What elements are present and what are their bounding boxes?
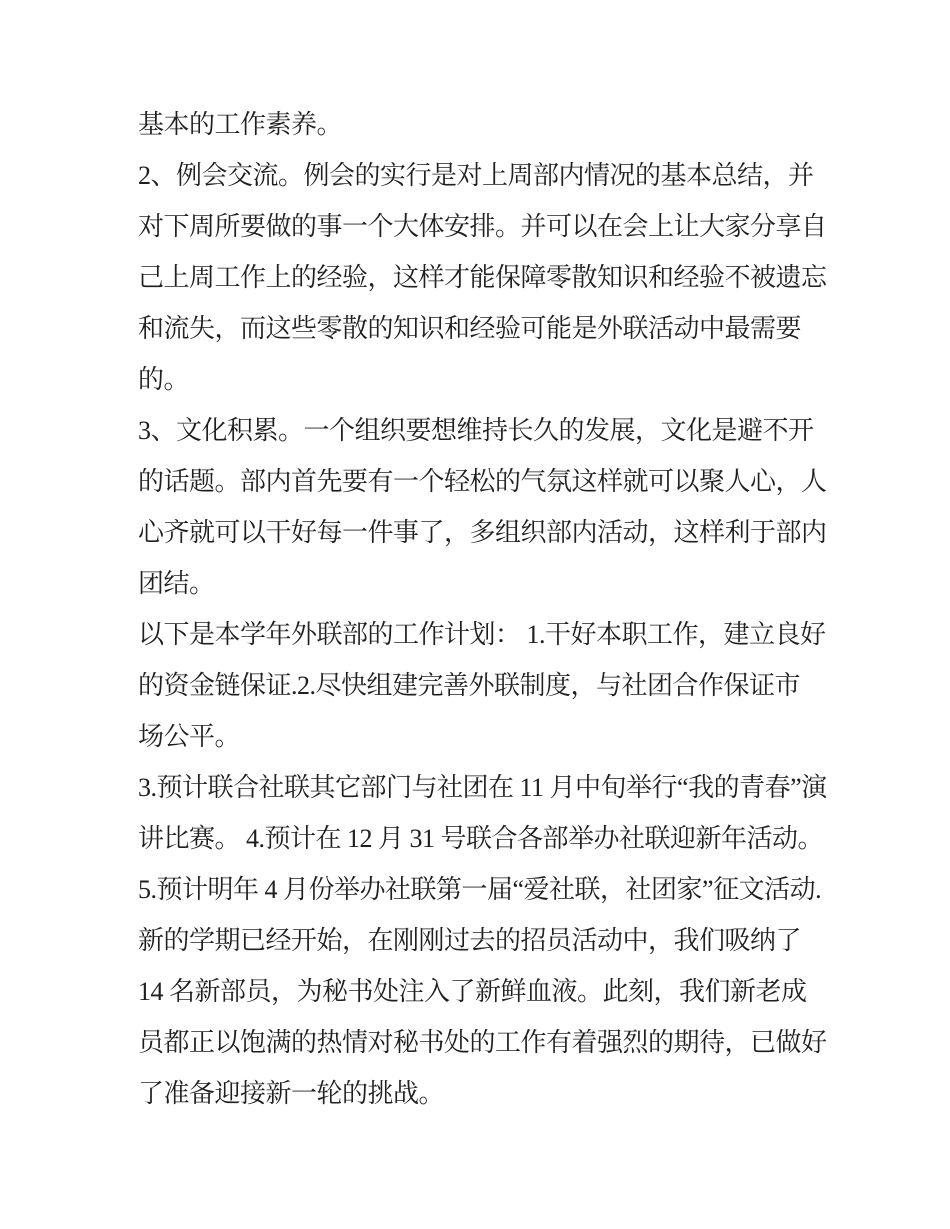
text-line: 心齐就可以干好每一件事了，多组织部内活动，这样利于部内 (138, 518, 827, 547)
text-line: 2、例会交流。例会的实行是对上周部内情况的基本总结，并 (138, 161, 814, 190)
text-line: 对下周所要做的事一个大体安排。并可以在会上让大家分享自 (138, 212, 827, 241)
text-line: 的话题。部内首先要有一个轻松的气氛这样就可以聚人心，人 (138, 467, 827, 496)
text-line: 了准备迎接新一轮的挑战。 (138, 1079, 445, 1108)
text-line: 新的学期已经开始，在刚刚过去的招员活动中，我们吸纳了 (138, 926, 802, 955)
text-line: 5.预计明年 4 月份举办社联第一届“爱社联，社团家”征文活动. (138, 875, 822, 904)
text-line: 的资金链保证.2.尽快组建完善外联制度，与社团合作保证市 (138, 671, 801, 700)
text-line: 14 名新部员，为秘书处注入了新鲜血液。此刻，我们新老成 (138, 977, 807, 1006)
text-line: 的。 (138, 365, 190, 394)
text-line: 和流失，而这些零散的知识和经验可能是外联活动中最需要 (138, 314, 802, 343)
text-line: 己上周工作上的经验，这样才能保障零散知识和经验不被遗忘 (138, 263, 827, 292)
text-line: 3.预计联合社联其它部门与社团在 11 月中旬举行“我的青春”演 (138, 773, 827, 802)
text-line: 基本的工作素养。 (138, 110, 343, 139)
text-line: 团结。 (138, 569, 215, 598)
text-line: 场公平。 (138, 722, 241, 751)
text-line: 以下是本学年外联部的工作计划： 1.干好本职工作，建立良好 (138, 620, 826, 649)
text-line: 员都正以饱满的热情对秘书处的工作有着强烈的期待，已做好 (138, 1028, 827, 1057)
text-line: 3、文化积累。一个组织要想维持长久的发展，文化是避不开 (138, 416, 814, 445)
text-line: 讲比赛。 4.预计在 12 月 31 号联合各部举办社联迎新年活动。 (138, 824, 824, 853)
text-lines (138, 99, 868, 1119)
